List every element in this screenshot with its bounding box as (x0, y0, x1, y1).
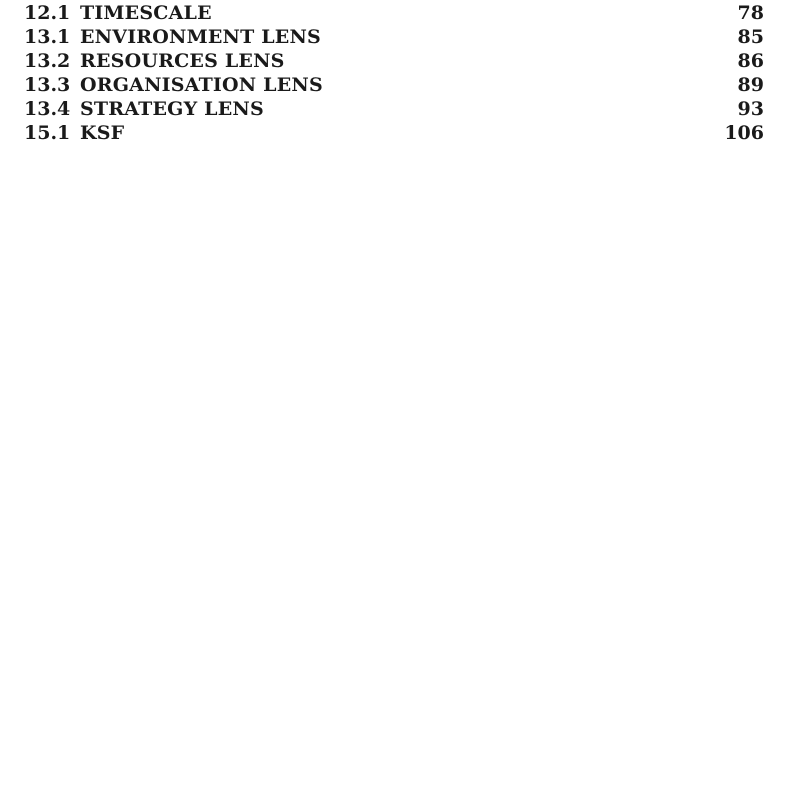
toc-entry-title: TIMESCALE (80, 2, 212, 24)
toc-entry-number: 13.1 (24, 26, 71, 48)
toc-entry-ksf[interactable] (24, 121, 764, 145)
toc-entry-number: 13.2 (24, 50, 71, 72)
toc-entry-number: 12.1 (24, 2, 71, 24)
toc-entry-title: ORGANISATION LENS (80, 74, 323, 96)
toc-entry-page: 78 (737, 2, 764, 24)
toc-entry-number: 13.4 (24, 98, 71, 120)
toc-entry-title: KSF (80, 122, 125, 144)
toc-entry-strategy-lens[interactable] (24, 97, 764, 121)
toc-entry-title: RESOURCES LENS (80, 50, 285, 72)
toc-entry-timescale[interactable] (24, 1, 764, 25)
toc-entry-number: 15.1 (24, 122, 71, 144)
toc-entry-environment-lens[interactable] (24, 25, 764, 49)
toc-entry-title: ENVIRONMENT LENS (80, 26, 321, 48)
toc-entry-organisation-lens[interactable] (24, 73, 764, 97)
toc-entry-resources-lens[interactable] (24, 49, 764, 73)
toc-entry-title: STRATEGY LENS (80, 98, 264, 120)
toc-entry-page: 89 (737, 74, 764, 96)
toc-entry-page: 93 (737, 98, 764, 120)
toc-entry-number: 13.3 (24, 74, 71, 96)
toc-entry-page: 106 (724, 122, 764, 144)
table-of-contents (24, 1, 764, 145)
toc-entry-page: 86 (737, 50, 764, 72)
toc-entry-page: 85 (737, 26, 764, 48)
